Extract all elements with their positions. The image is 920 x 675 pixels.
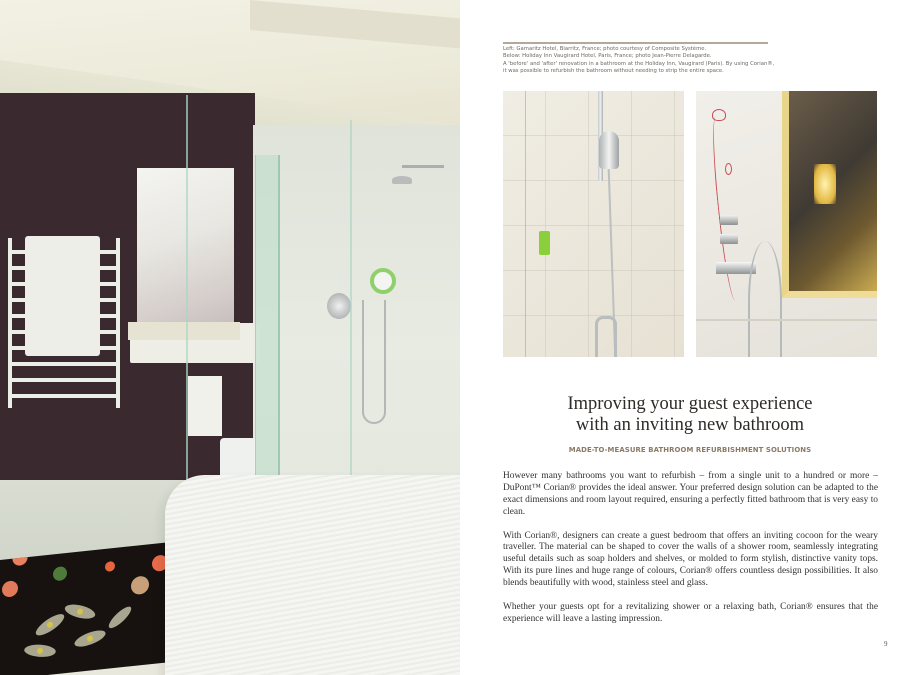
soap-dispenser [539,231,550,255]
glass-partition [255,155,280,495]
shower-arm [402,165,444,168]
caption-rule [503,42,768,44]
bed [165,475,460,675]
shower-head-icon [392,176,412,184]
bath-spout [595,316,617,357]
body-text [503,471,878,638]
after-photo [696,91,877,357]
caption-line: A 'before' and 'after' renovation in a bathroom at the Holiday Inn, Vaugirard (Paris). By using Corian®, [503,60,775,67]
towel [25,236,100,356]
tub-edge [696,319,877,321]
title-line-1: Improving your guest experience [567,394,813,414]
tile-corner [525,91,526,357]
paragraph: However many bathrooms you want to refurbish – from a single unit to a hundred or more – DuPont™ Corian® provides the ideal answer. Your preferred design solution can be adapted to the exact dimensions and room layout required, ensuring a perfectly fitted bathroom that is very easy to clean. [503,471,878,517]
page-title [540,394,840,436]
glass-partition [350,120,352,500]
shower-control [720,234,738,244]
caption-line: Left: Gamaritz Hotel, Biarritz, France; photo courtesy of Composite Système. [503,46,707,52]
page-number: 9 [884,640,888,648]
subheading: MADE-TO-MEASURE BATHROOM REFURBISHMENT SOLUTIONS [568,446,812,454]
shower-valve [327,293,351,319]
caption-line: Below: Holiday Inn Vaugirard Hotel, Paris, France; photo Jean-Pierre Delagarde. [503,53,712,60]
before-photo [503,91,684,357]
vanity-top [128,322,240,340]
paragraph: With Corian®, designers can create a guest bedroom that offers an inviting cocoon for the weary traveller. The material can be shaped to cover the walls of a shower room, seamlessly integrating useful details such as soap holders and shelves, or molded to form stylish, distinctive vanity tops. With its pure lines and huge range of colours, Corian® offers countless design possibilities. It also blends beautifully with wood, stainless steel and glass. [503,530,878,589]
poppy-bud-icon [725,163,732,175]
shower-wall [253,125,460,495]
photo-caption [503,46,793,76]
hand-shower [599,131,619,169]
paragraph: Whether your guests opt for a revitalizing shower or a relaxing bath, Corian® ensures that the experience will leave a lasting impression. [503,601,878,624]
hand-towel [188,376,222,436]
lamp-glow [814,164,836,204]
hand-shower [370,268,396,294]
title-line-2: with an inviting new bathroom [575,415,805,435]
shower-hose [362,300,386,424]
shower-control [720,215,738,225]
caption-line: it was possible to refurbish the bathroom without needing to strip the entire space. [503,68,724,75]
shower-hose [748,241,782,357]
poppy-decal-icon [712,109,726,121]
